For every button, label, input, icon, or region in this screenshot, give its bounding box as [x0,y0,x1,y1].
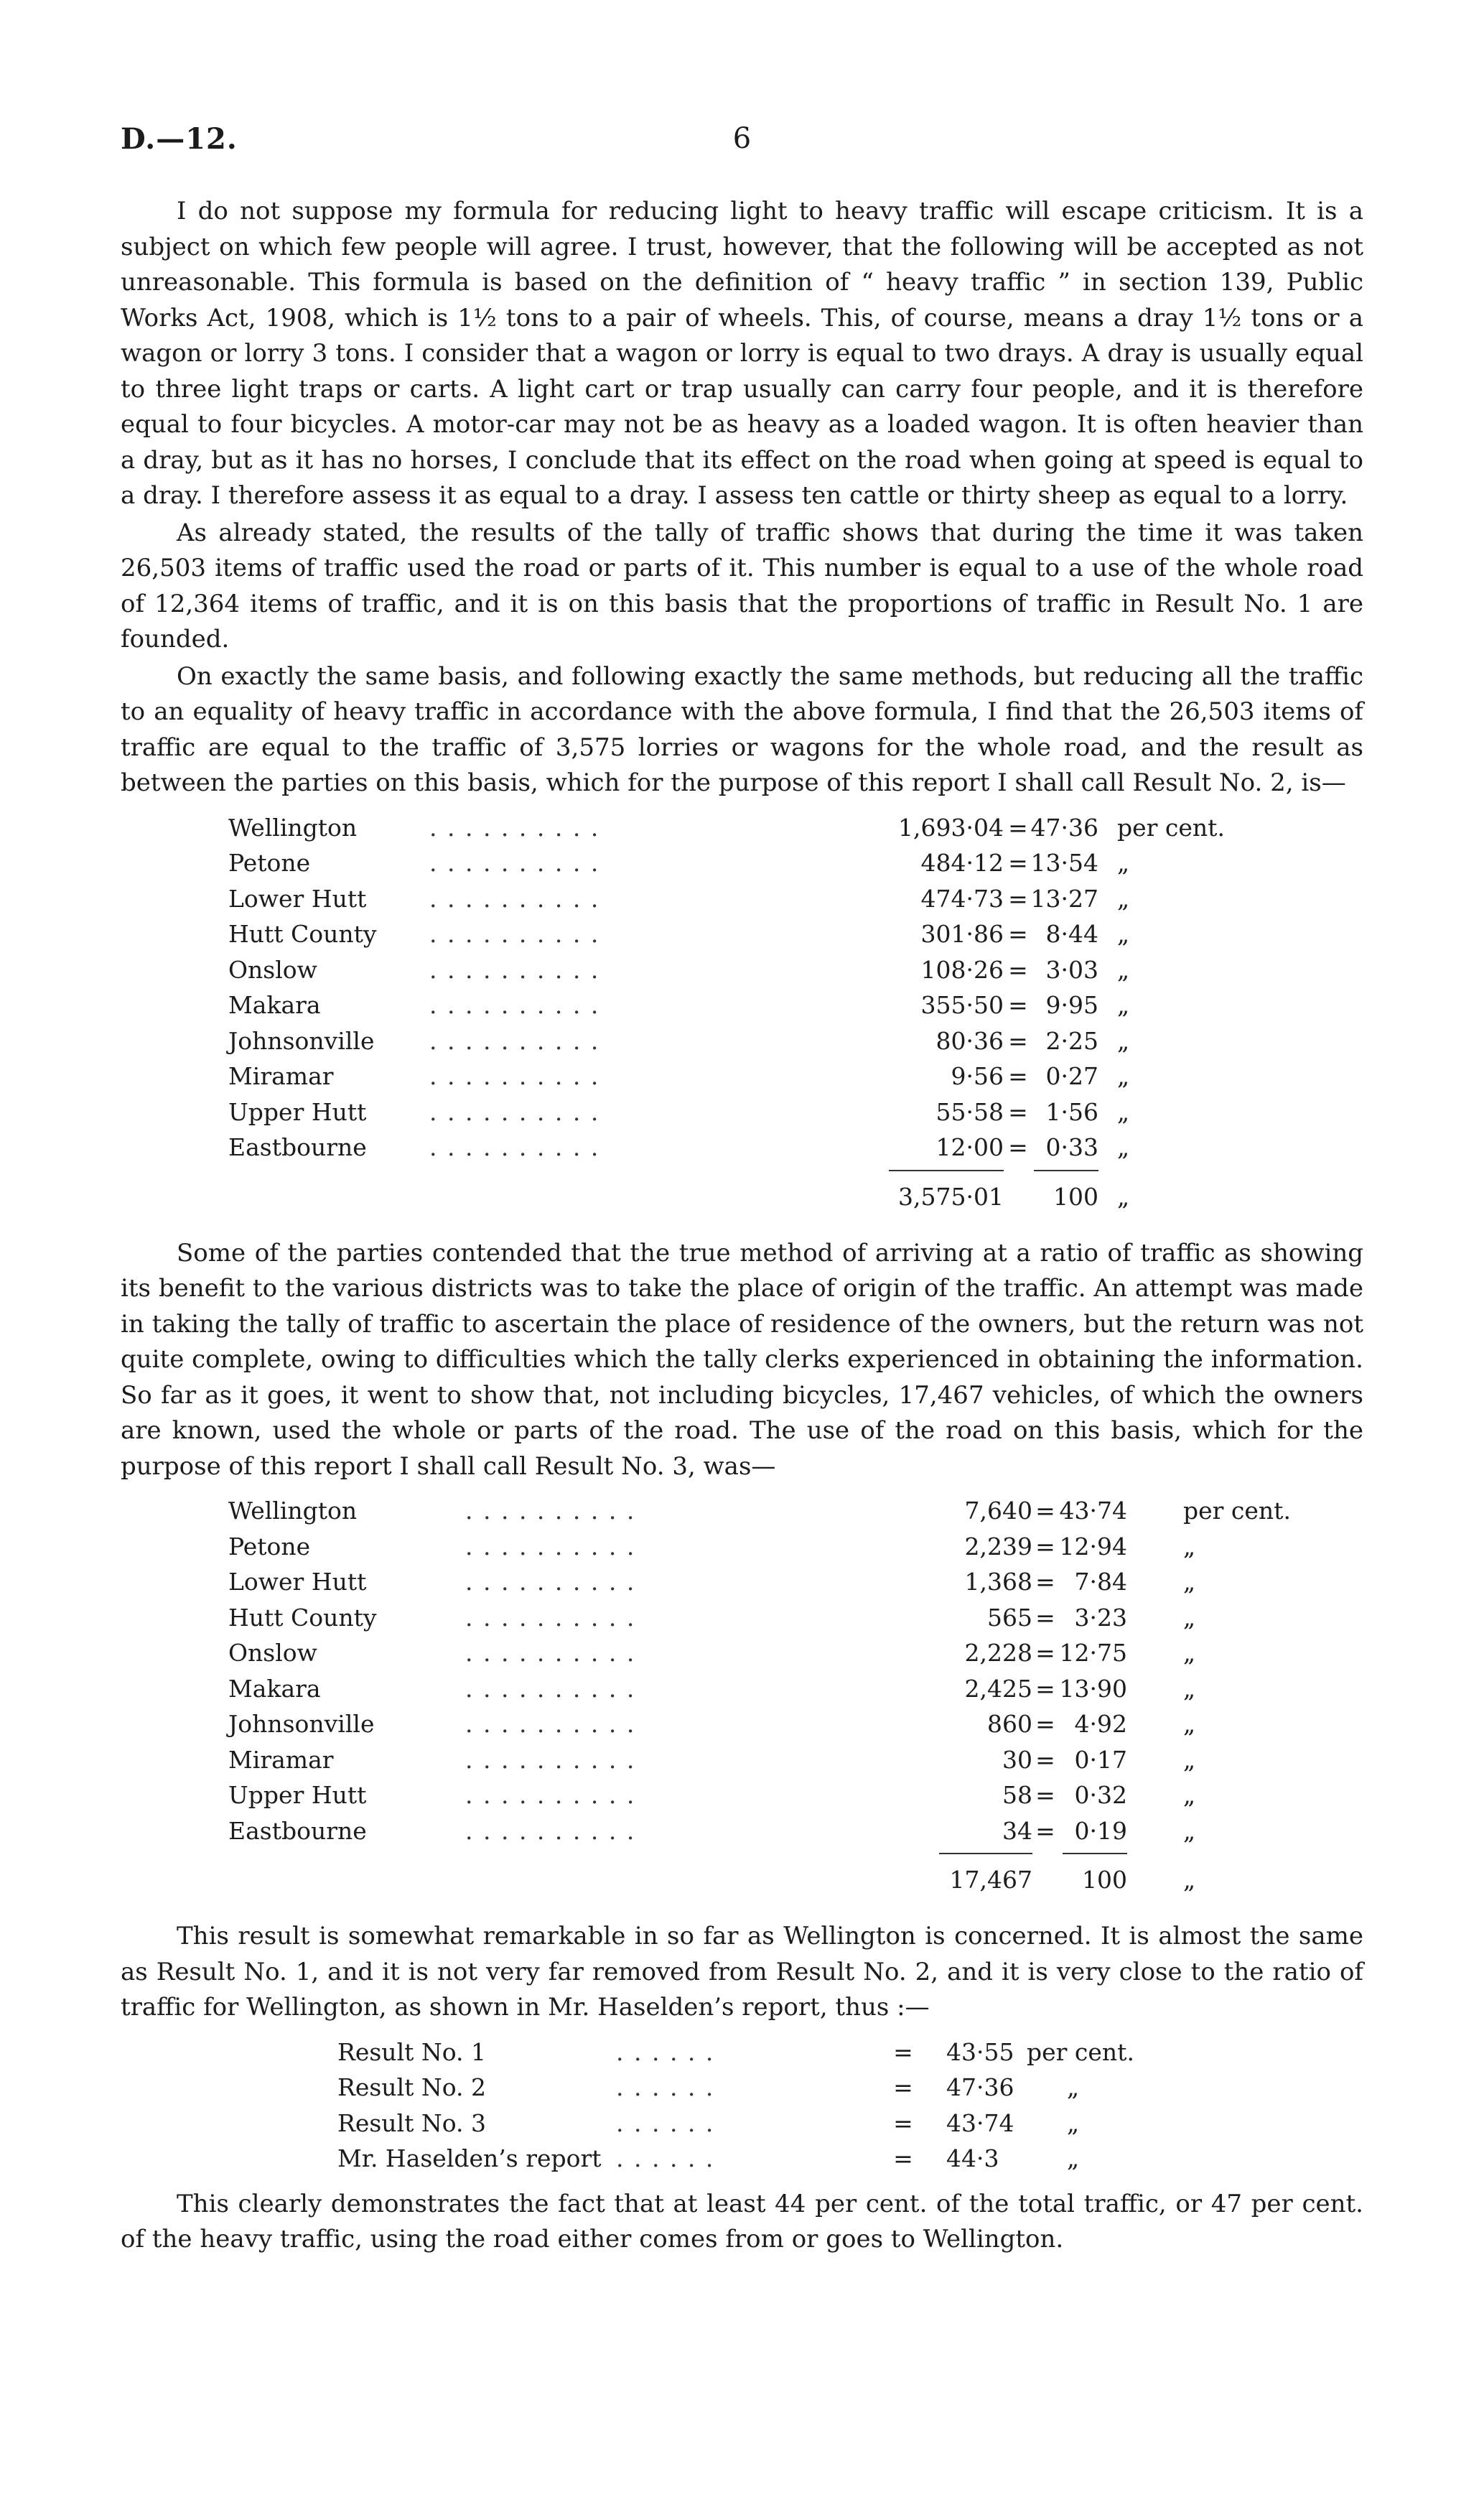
equals-sign: = [1008,813,1028,842]
percent-unit: „ [1183,1603,1196,1632]
table-row [121,916,1363,952]
district-name: Hutt County [228,920,377,948]
percentage-value: 0·33 [1045,1133,1098,1161]
equals-sign: = [1008,1026,1028,1055]
percentage-value: 43·74 [946,2108,1014,2137]
percentage-value: 7·84 [1074,1568,1127,1596]
leader-dots: . . . . . . . . . . [465,1568,636,1596]
district-name: Wellington [228,813,358,842]
equals-sign: = [1035,1745,1055,1774]
leader-dots: . . . . . . . . . . [429,955,600,984]
leader-dots: . . . . . . . . . . [465,1497,636,1525]
leader-dots: . . . . . . . . . . [429,1133,600,1161]
percentage-value: 47·36 [1030,813,1098,842]
leader-dots: . . . . . . . . . . [465,1639,636,1667]
district-name: Hutt County [228,1603,377,1632]
leader-dots: . . . . . . . . . . [465,1532,636,1561]
equals-sign: = [1008,1062,1028,1090]
percent-unit: „ [1183,1674,1196,1703]
table-row [121,1059,1363,1094]
percentage-value: 2·25 [1045,1026,1098,1055]
district-name: Makara [228,1674,321,1703]
percentage-value: 0·27 [1045,1062,1098,1090]
equals-sign: = [893,2144,913,2172]
table-row [121,1742,1363,1778]
district-name: Eastbourne [228,1133,367,1161]
equals-sign: = [1035,1568,1055,1596]
percentage-value: 43·55 [946,2037,1014,2066]
leader-dots: . . . . . . . . . . [465,1816,636,1845]
total-percentage: 100 [1053,1182,1098,1211]
percent-unit: „ [1067,2073,1080,2101]
table-row [121,881,1363,917]
leader-dots: . . . . . . [616,2144,715,2172]
equals-sign: = [1035,1816,1055,1845]
traffic-value: 108·26 [920,955,1004,984]
district-name: Wellington [228,1497,358,1525]
equals-sign: = [1008,955,1028,984]
table-row [121,2070,1363,2106]
traffic-value: 30 [1002,1745,1032,1774]
percentage-value: 43·74 [1059,1497,1127,1525]
district-name: Onslow [228,1639,317,1667]
traffic-value: 1,368 [964,1568,1032,1596]
percentage-value: 3·23 [1074,1603,1127,1632]
traffic-value: 301·86 [920,920,1004,948]
result-name: Mr. Haselden’s report [337,2144,602,2172]
equals-sign: = [1035,1603,1055,1632]
comparison-table [121,2034,1363,2177]
paragraph-conclusion: This clearly demonstrates the fact that at least 44 per cent. of the total traffic, or 47 per cent. of the heavy traffic, using the road either comes from or goes to Wellington. [121,2189,1363,2254]
equals-sign: = [1035,1710,1055,1738]
traffic-value: 2,228 [964,1639,1032,1667]
result-3-table [121,1493,1363,1909]
percent-unit: „ [1117,991,1130,1019]
equals-sign: = [1008,991,1028,1019]
district-name: Makara [228,991,321,1019]
percentage-value: 12·94 [1059,1532,1127,1561]
percent-unit: „ [1117,1062,1130,1090]
traffic-value: 1,693·04 [898,813,1004,842]
percentage-value: 0·17 [1074,1745,1127,1774]
traffic-value: 7,640 [964,1497,1032,1525]
table-row [121,1529,1363,1565]
percent-unit: „ [1117,1026,1130,1055]
table-row [121,2106,1363,2141]
percent-unit: „ [1183,1745,1196,1774]
table-row [121,1813,1363,1849]
paragraph-remark: This result is somewhat remarkable in so far as Wellington is concerned. It is almost the same as Result No. 1, and it is not very far removed from Result No. 2, and it is very close to the ratio of traffic for Wellington, as shown in Mr. Haselden’s report, thus :— [121,1922,1363,2022]
district-name: Miramar [228,1062,334,1090]
page-number: 6 [732,122,752,155]
traffic-value: 474·73 [920,884,1004,913]
percent-unit: „ [1067,2144,1080,2172]
percentage-value: 4·92 [1074,1710,1127,1738]
traffic-value: 55·58 [935,1097,1004,1126]
total-rule [939,1853,1032,1854]
equals-sign: = [893,2108,913,2137]
page-header [121,122,1363,172]
percentage-value: 9·95 [1045,991,1098,1019]
equals-sign: = [893,2037,913,2066]
paragraph-result2-intro: On exactly the same basis, and following exactly the same methods, but reducing all the traffic to an equality of heavy traffic in accordance with the above formula, I find that the 26,503 items of traffic are equal to the traffic of 3,575 lorries or wagons for the whole road, and the result as between the parties on this basis, which for the purpose of this report I shall call Result No. 2, is— [121,661,1363,797]
traffic-value: 80·36 [935,1026,1004,1055]
district-name: Lower Hutt [228,1568,367,1596]
leader-dots: . . . . . . [616,2037,715,2066]
district-name: Eastbourne [228,1816,367,1845]
equals-sign: = [1035,1781,1055,1809]
leader-dots: . . . . . . . . . . [429,813,600,842]
leader-dots: . . . . . . . . . . [429,1026,600,1055]
equals-sign: = [893,2073,913,2101]
document-reference: D.—12. [121,122,238,156]
table-row [121,1671,1363,1707]
district-name: Petone [228,1532,311,1561]
table-row [121,1493,1363,1529]
leader-dots: . . . . . . [616,2108,715,2137]
percentage-value: 13·90 [1059,1674,1127,1703]
total-value: 3,575·01 [898,1182,1004,1211]
total-unit: „ [1183,1866,1196,1894]
table-row [121,1094,1363,1130]
percent-unit: „ [1117,849,1130,877]
leader-dots: . . . . . . . . . . [429,920,600,948]
leader-dots: . . . . . . . . . . [429,1062,600,1090]
percent-unit: „ [1117,884,1130,913]
result-2-table [121,810,1363,1226]
percent-unit: „ [1183,1532,1196,1561]
percent-unit: „ [1117,1097,1130,1126]
percentage-value: 44·3 [946,2144,999,2172]
table-row [121,2141,1363,2177]
traffic-value: 2,239 [964,1532,1032,1561]
total-value: 17,467 [949,1866,1032,1894]
district-name: Johnsonville [228,1026,375,1055]
percentage-value: 1·56 [1045,1097,1098,1126]
traffic-value: 9·56 [951,1062,1004,1090]
equals-sign: = [1008,1133,1028,1161]
table-row [121,2034,1363,2070]
table-row [121,1777,1363,1813]
equals-sign: = [1008,920,1028,948]
table-row [121,1564,1363,1600]
paragraph-tally: As already stated, the results of the tally of traffic shows that during the time it was taken 26,503 items of traffic used the road or parts of it. This number is equal to a use of the whole road of 12,364 items of traffic, and it is on this basis that the proportions of traffic in Result No. 1 are founded. [121,518,1363,654]
percentage-value: 12·75 [1059,1639,1127,1667]
percent-unit: „ [1183,1816,1196,1845]
table-row [121,845,1363,881]
equals-sign: = [1008,884,1028,913]
percentage-value: 3·03 [1045,955,1098,984]
table-row [121,1023,1363,1059]
percent-unit: „ [1117,955,1130,984]
equals-sign: = [1035,1639,1055,1667]
leader-dots: . . . . . . . . . . [465,1710,636,1738]
total-rule [1063,1853,1127,1854]
percent-unit: „ [1117,920,1130,948]
table-row [121,1600,1363,1636]
traffic-value: 34 [1002,1816,1032,1845]
percentage-value: 0·32 [1074,1781,1127,1809]
district-name: Johnsonville [228,1710,375,1738]
total-unit: „ [1117,1182,1130,1211]
percent-unit: „ [1183,1568,1196,1596]
table-row [121,952,1363,988]
total-row [121,1848,1363,1909]
page-body [121,194,1363,2258]
total-percentage: 100 [1082,1866,1127,1894]
district-name: Miramar [228,1745,334,1774]
district-name: Upper Hutt [228,1097,367,1126]
percent-unit: per cent. [1027,2037,1134,2066]
percent-unit: „ [1067,2108,1080,2137]
leader-dots: . . . . . . . . . . [429,849,600,877]
leader-dots: . . . . . . [616,2073,715,2101]
table-row [121,987,1363,1023]
percent-unit: „ [1183,1781,1196,1809]
table-row [121,810,1363,846]
percentage-value: 0·19 [1074,1816,1127,1845]
table-row [121,1706,1363,1742]
district-name: Lower Hutt [228,884,367,913]
paragraph-formula: I do not suppose my formula for reducing light to heavy traffic will escape criticism. It is a subject on which few people will agree. I trust, however, that the following will be accepted as not unreasonable. This formula is based on the definition of “ heavy traffic ” in section 139, Public Works Act, 1908, which is 1½ tons to a pair of wheels. This, of course, means a dray 1½ tons or a wagon or lorry 3 tons. I consider that a wagon or lorry is equal to two drays. A dray is usually equal to three light traps or carts. A light cart or trap usually can carry four people, and it is therefore equal to four bicycles. A motor-car may not be as heavy as a loaded wagon. It is often heavier than a dray, but as it has no horses, I conclude that its effect on the road when going at speed is equal to a dray. I therefore assess it as equal to a dray. I assess ten cattle or thirty sheep as equal to a lorry. [121,197,1363,510]
percentage-value: 47·36 [946,2073,1014,2101]
leader-dots: . . . . . . . . . . [429,991,600,1019]
district-name: Upper Hutt [228,1781,367,1809]
percent-unit: per cent. [1183,1497,1291,1525]
equals-sign: = [1035,1497,1055,1525]
traffic-value: 355·50 [920,991,1004,1019]
percent-unit: „ [1183,1710,1196,1738]
percentage-value: 13·54 [1030,849,1098,877]
paragraph-result3-intro: Some of the parties contended that the true method of arriving at a ratio of traffic as showing its benefit to the various districts was to take the place of origin of the traffic. An attempt was made in taking the tally of traffic to ascertain the place of residence of the owners, but the return was not quite complete, owing to difficulties which the tally clerks experienced in obtaining the information. So far as it goes, it went to show that, not including bicycles, 17,467 vehicles, of which the owners are known, used the whole or parts of the road. The use of the road on this basis, which for the purpose of this report I shall call Result No. 3, was— [121,1238,1363,1481]
leader-dots: . . . . . . . . . . [465,1674,636,1703]
percentage-value: 13·27 [1030,884,1098,913]
result-name: Result No. 2 [337,2073,487,2101]
traffic-value: 12·00 [935,1133,1004,1161]
percent-unit: per cent. [1117,813,1225,842]
percent-unit: „ [1183,1639,1196,1667]
district-name: Onslow [228,955,317,984]
leader-dots: . . . . . . . . . . [465,1603,636,1632]
traffic-value: 484·12 [920,849,1004,877]
leader-dots: . . . . . . . . . . [429,884,600,913]
total-rule [1034,1170,1098,1171]
traffic-value: 2,425 [964,1674,1032,1703]
table-row [121,1635,1363,1671]
result-name: Result No. 1 [337,2037,487,2066]
district-name: Petone [228,849,311,877]
traffic-value: 565 [987,1603,1032,1632]
traffic-value: 860 [987,1710,1032,1738]
equals-sign: = [1035,1674,1055,1703]
table-row [121,1130,1363,1166]
equals-sign: = [1035,1532,1055,1561]
leader-dots: . . . . . . . . . . [465,1781,636,1809]
percent-unit: „ [1117,1133,1130,1161]
percentage-value: 8·44 [1045,920,1098,948]
equals-sign: = [1008,1097,1028,1126]
leader-dots: . . . . . . . . . . [429,1097,600,1126]
total-row [121,1166,1363,1226]
result-name: Result No. 3 [337,2108,487,2137]
equals-sign: = [1008,849,1028,877]
leader-dots: . . . . . . . . . . [465,1745,636,1774]
traffic-value: 58 [1002,1781,1032,1809]
total-rule [889,1170,1004,1171]
